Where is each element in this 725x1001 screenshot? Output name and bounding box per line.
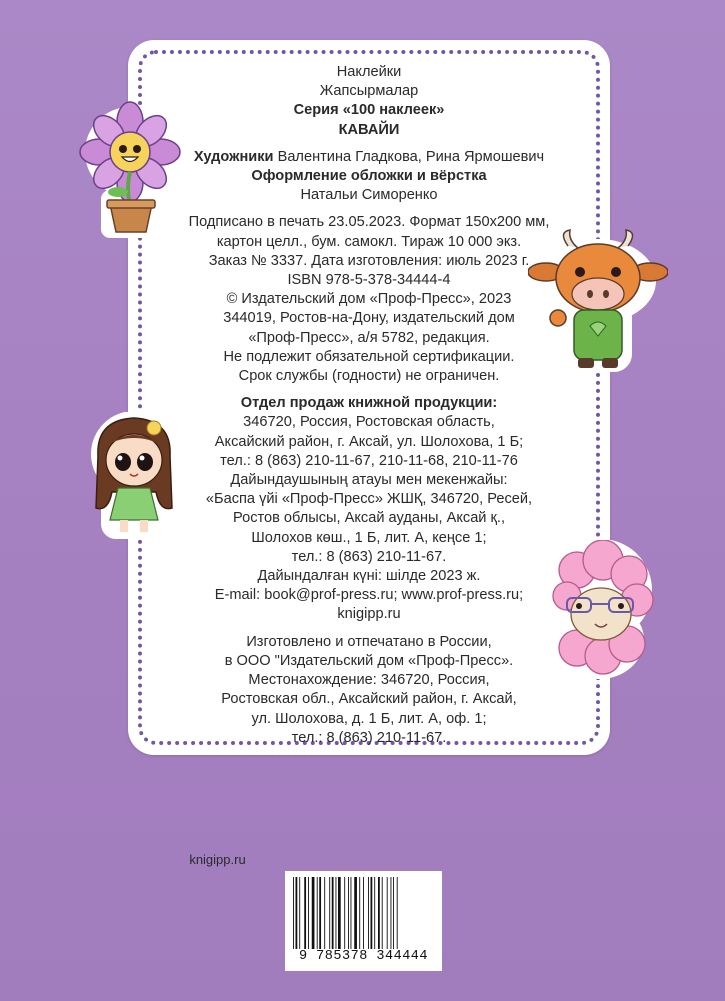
imprint-line: Изготовлено и отпечатано в России,	[246, 633, 492, 650]
barcode-bar	[329, 877, 330, 949]
imprint-line: Серия «100 наклеек»	[293, 102, 445, 119]
imprint-line: ул. Шолохова, д. 1 Б, лит. А, оф. 1;	[251, 710, 487, 727]
imprint-line: Местонахождение: 346720, Россия,	[248, 672, 490, 689]
barcode-bar	[312, 877, 315, 949]
barcode-bar	[299, 877, 300, 949]
imprint-line: Заказ № 3337. Дата изготовления: июль 2023 г.	[208, 252, 530, 269]
imprint-line: тел.: 8 (863) 210-11-67, 210-11-68, 210-11-76	[220, 452, 518, 469]
barcode-bar	[317, 877, 318, 949]
barcode-bar	[336, 877, 337, 949]
imprint-line: тел.: 8 (863) 210-11-67.	[291, 729, 447, 746]
barcode-bar	[296, 877, 298, 949]
barcode-bar	[319, 877, 321, 949]
imprint-line: ISBN 978-5-378-34444-4	[287, 272, 451, 289]
imprint-line: E-mail: book@prof-press.ru; www.prof-press.ru;	[214, 587, 524, 604]
barcode-bar	[359, 877, 360, 949]
barcode-bar	[382, 877, 383, 949]
cow-sticker	[528, 226, 668, 376]
imprint-line: Срок службы (годности) не ограничен.	[238, 368, 500, 385]
barcode-bar	[348, 877, 349, 949]
imprint-line: Дайындалған күні: шілде 2023 ж.	[257, 568, 481, 585]
barcode-bar	[387, 877, 388, 949]
girl-sticker	[90, 412, 178, 540]
barcode-bar	[363, 877, 364, 949]
imprint-line: 346720, Россия, Ростовская область,	[243, 414, 495, 431]
barcode-number: 9 785378 344444	[298, 949, 429, 964]
barcode-bar	[308, 877, 309, 949]
barcode-bar	[391, 877, 392, 949]
barcode-bar	[304, 877, 306, 949]
imprint-line: Натальи Симоренко	[300, 187, 438, 204]
flower-sticker	[76, 100, 184, 240]
paragraph-gap	[150, 140, 588, 148]
imprint-text	[150, 63, 588, 748]
imprint-line: КАВАЙИ	[338, 121, 400, 138]
imprint-line: «Баспа үйі «Проф-Пресс» ЖШҚ, 346720, Ресей,	[205, 491, 533, 508]
imprint-line: Жапсырмалар	[319, 83, 419, 100]
imprint-line: 344019, Ростов-на-Дону, издательский дом	[223, 310, 515, 327]
barcode-bar	[324, 877, 325, 949]
imprint-line: Отдел продаж книжной продукции:	[240, 395, 498, 412]
imprint-line: © Издательский дом «Проф-Пресс», 2023	[226, 291, 512, 308]
imprint-line: Не подлежит обязательной сертификации.	[223, 348, 515, 365]
barcode-bar	[393, 877, 394, 949]
paragraph-gap	[150, 205, 588, 213]
barcode-bar	[374, 877, 375, 949]
imprint-line: тел.: 8 (863) 210-11-67.	[291, 548, 447, 565]
imprint-line: Шолохов көш., 1 Б, лит. А, кеңсе 1;	[251, 529, 487, 546]
imprint-line: Ростов облысы, Аксай ауданы, Аксай қ.,	[232, 510, 506, 527]
barcode-bar	[293, 877, 294, 949]
barcode-bar	[371, 877, 373, 949]
paragraph-gap	[150, 386, 588, 394]
barcode-bar	[351, 877, 352, 949]
imprint-line-label: Художники	[193, 148, 274, 165]
barcode-bar	[338, 877, 341, 949]
imprint-line: Ростовская обл., Аксайский район, г. Аксай,	[221, 691, 517, 708]
imprint-line: Наклейки	[336, 64, 402, 80]
barcode-bar	[332, 877, 334, 949]
imprint-line: knigipp.ru	[337, 606, 401, 623]
sheep-sticker	[537, 540, 661, 680]
barcode-bar	[344, 877, 345, 949]
barcode-bar	[397, 877, 398, 949]
barcode-bar	[368, 877, 369, 949]
imprint-line: «Проф-Пресс», а/я 5782, редакция.	[248, 329, 490, 346]
barcode-bar	[354, 877, 357, 949]
imprint-line: Дайындаушының атауы мен мекенжайы:	[230, 472, 508, 489]
paragraph-gap	[150, 625, 588, 633]
imprint-line: в ООО "Издательский дом «Проф-Пресс».	[224, 652, 514, 669]
barcode-bars	[291, 877, 436, 949]
imprint-line	[150, 148, 588, 167]
imprint-line: Оформление обложки и вёрстка	[251, 168, 487, 185]
imprint-line: картон целл., бум. самокл. Тираж 10 000 экз.	[216, 233, 522, 250]
imprint-line-text: Валентина Гладкова, Рина Ярмошевич	[273, 148, 545, 165]
imprint-line: Подписано в печать 23.05.2023. Формат 150х200 мм,	[188, 214, 550, 231]
isbn-barcode	[285, 871, 442, 971]
barcode-bar	[378, 877, 380, 949]
footer-website[interactable]: knigipp.ru	[189, 852, 246, 867]
imprint-line: Аксайский район, г. Аксай, ул. Шолохова, 1 Б;	[214, 433, 524, 450]
